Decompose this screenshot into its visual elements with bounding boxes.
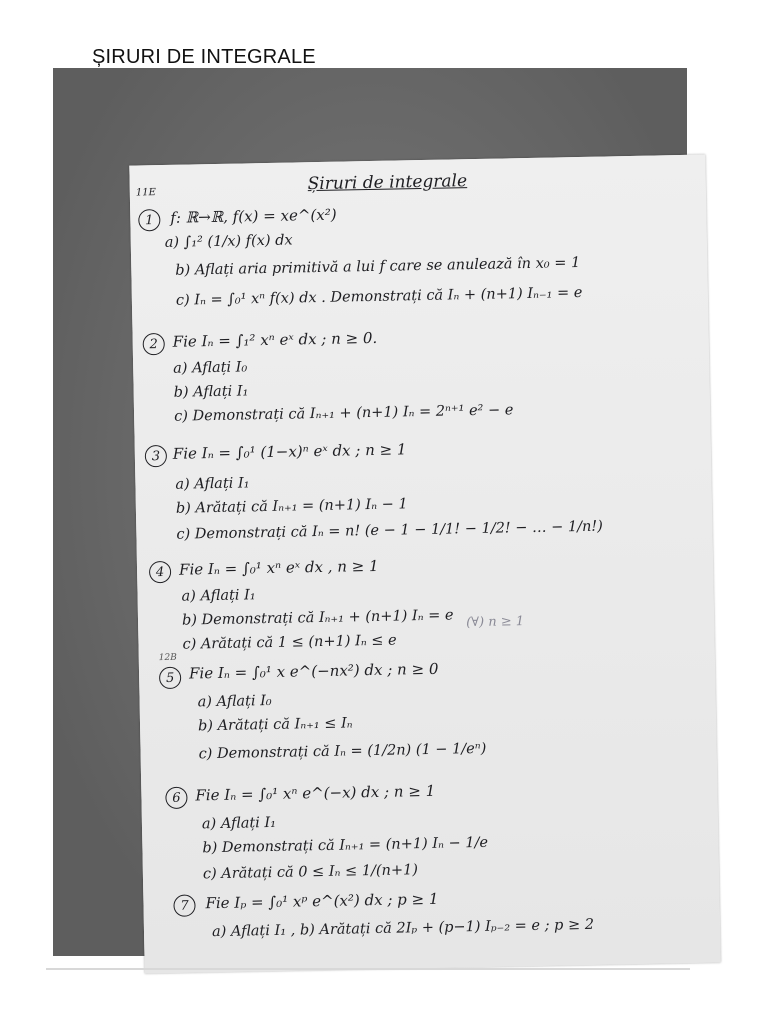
page-bottom-rule — [46, 968, 690, 970]
problem-number-1: 1 — [138, 209, 160, 231]
problem-6 — [141, 776, 717, 883]
problem-1-item-b: b) Aflați aria primitivă a lui f care se anulează în x₀ = 1 — [175, 254, 581, 279]
problem-1-item-c: c) Iₙ = ∫₀¹ xⁿ f(x) dx . Demonstrați că Iₙ + (n+1) Iₙ₋₁ = e — [175, 284, 583, 309]
problem-3-item-a: a) Aflați I₁ — [175, 475, 250, 493]
problem-2-item-c: c) Demonstrați că Iₙ₊₁ + (n+1) Iₙ = 2ⁿ⁺¹ e² − e — [173, 402, 514, 425]
problem-4-item-a: a) Aflați I₁ — [181, 587, 256, 605]
problem-4-item-b: b) Demonstrați că Iₙ₊₁ + (n+1) Iₙ = e — [181, 607, 454, 629]
problem-5-item-c: c) Demonstrați că Iₙ = (1/2n) (1 − 1/eⁿ) — [198, 740, 487, 763]
handwritten-sheet — [129, 155, 720, 974]
margin-note-5: 12B — [158, 652, 177, 664]
problem-5-item-a: a) Aflați I₀ — [197, 692, 272, 711]
problem-7-items: a) Aflați I₁ , b) Arătați că 2Iₚ + (p−1) Iₚ₋₂ = e ; p ≥ 2 — [211, 916, 595, 941]
problem-5 — [139, 650, 715, 763]
problem-1-item-a: a) ∫₁² (1/x) f(x) dx — [164, 232, 293, 251]
problem-3-item-c: c) Demonstrați că Iₙ = n! (e − 1 − 1/1! − 1/2! − … − 1/n!) — [176, 518, 603, 543]
problem-number-4: 4 — [149, 561, 171, 583]
problem-5-item-b: b) Arătați că Iₙ₊₁ ≤ Iₙ — [197, 715, 353, 735]
problem-2-item-a: a) Aflați I₀ — [173, 359, 248, 377]
problem-5-statement: Fie Iₙ = ∫₀¹ x e^(−nx²) dx ; n ≥ 0 — [188, 659, 439, 683]
problem-number-2: 2 — [143, 333, 165, 355]
problem-2-item-b: b) Aflați I₁ — [173, 383, 249, 401]
problem-number-7: 7 — [173, 894, 195, 916]
scanned-photo — [53, 68, 687, 956]
sheet-title: Șiruri de integrale — [307, 171, 468, 195]
document-title: ȘIRURI DE INTEGRALE — [92, 46, 316, 68]
problem-6-item-b: b) Demonstrați că Iₙ₊₁ = (n+1) Iₙ − 1/e — [202, 834, 489, 857]
problem-4-item-c: c) Arătați că 1 ≤ (n+1) Iₙ ≤ e — [182, 632, 397, 653]
problem-number-6: 6 — [165, 787, 187, 809]
problem-4-statement: Fie Iₙ = ∫₀¹ xⁿ eˣ dx , n ≥ 1 — [178, 556, 379, 579]
problem-1-statement: f: ℝ→ℝ, f(x) = xe^(x²) — [170, 205, 337, 227]
problem-6-item-c: c) Arătați că 0 ≤ Iₙ ≤ 1/(n+1) — [202, 862, 419, 883]
problem-3 — [135, 434, 711, 543]
problem-2-statement: Fie Iₙ = ∫₁² xⁿ eˣ dx ; n ≥ 0. — [172, 328, 378, 351]
problem-6-item-a: a) Aflați I₁ — [201, 814, 277, 833]
problem-4-side-note: (∀) n ≥ 1 — [465, 614, 525, 631]
problem-4 — [137, 550, 713, 653]
problem-7 — [143, 884, 719, 941]
problem-number-3: 3 — [145, 445, 167, 467]
problem-2 — [133, 323, 709, 425]
problem-6-statement: Fie Iₙ = ∫₀¹ xⁿ e^(−x) dx ; n ≥ 1 — [195, 781, 436, 805]
problem-3-statement: Fie Iₙ = ∫₀¹ (1−x)ⁿ eˣ dx ; n ≥ 1 — [172, 440, 407, 463]
problem-7-statement: Fie Iₚ = ∫₀¹ xᵖ e^(x²) dx ; p ≥ 1 — [205, 889, 439, 913]
problem-3-item-b: b) Arătați că Iₙ₊₁ = (n+1) Iₙ − 1 — [175, 496, 408, 517]
problem-1 — [130, 195, 706, 309]
problem-number-5: 5 — [159, 667, 181, 689]
margin-note-top: 11E — [135, 187, 156, 199]
